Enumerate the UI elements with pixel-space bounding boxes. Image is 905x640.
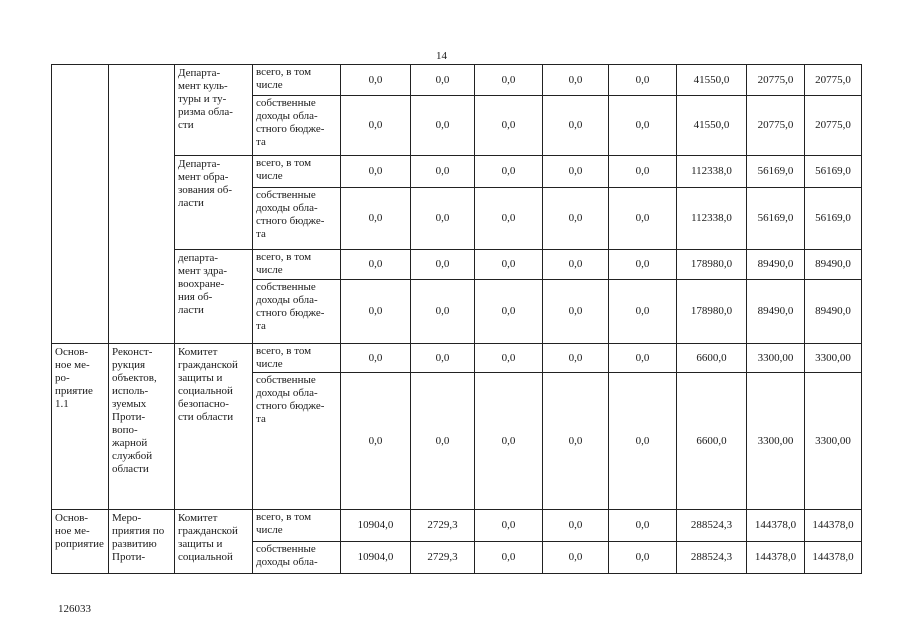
amount-cell: 0,0 (475, 280, 543, 344)
executor-cell: Департа- мент куль- туры и ту- ризма обла- сти (175, 65, 253, 156)
table-row (52, 65, 862, 96)
amount-cell: 0,0 (341, 344, 411, 373)
amount-cell: 0,0 (609, 156, 677, 188)
amount-cell: 144378,0 (805, 510, 862, 542)
table-row (52, 510, 862, 542)
funding-source-cell: собственные доходы обла- стного бюдже- та (253, 373, 341, 510)
amount-cell: 3300,00 (747, 344, 805, 373)
measure-name-cell: Меро- приятия по развитию Проти- (109, 510, 175, 574)
amount-cell: 0,0 (341, 188, 411, 250)
amount-cell: 0,0 (609, 250, 677, 280)
amount-cell: 56169,0 (805, 156, 862, 188)
document-code: 126033 (58, 603, 91, 615)
funding-source-cell: собственные доходы обла- стного бюдже- та (253, 188, 341, 250)
amount-cell: 0,0 (411, 188, 475, 250)
amount-cell: 10904,0 (341, 542, 411, 574)
executor-cell: Комитет гражданской защиты и социальной (175, 510, 253, 574)
amount-cell: 56169,0 (747, 156, 805, 188)
amount-cell: 0,0 (543, 96, 609, 156)
item-cell: Основ- ное ме- роприятие (52, 510, 109, 574)
amount-cell: 112338,0 (677, 156, 747, 188)
amount-cell: 0,0 (543, 542, 609, 574)
amount-cell: 144378,0 (747, 542, 805, 574)
amount-cell: 178980,0 (677, 280, 747, 344)
funding-source-cell: собственные доходы обла- стного бюдже- та (253, 280, 341, 344)
amount-cell: 0,0 (475, 156, 543, 188)
funding-source-cell: всего, в том числе (253, 156, 341, 188)
funding-source-cell: всего, в том числе (253, 250, 341, 280)
amount-cell: 0,0 (411, 280, 475, 344)
amount-cell: 0,0 (543, 65, 609, 96)
amount-cell: 0,0 (475, 510, 543, 542)
amount-cell: 20775,0 (747, 65, 805, 96)
amount-cell: 0,0 (411, 156, 475, 188)
amount-cell: 112338,0 (677, 188, 747, 250)
amount-cell: 0,0 (609, 373, 677, 510)
amount-cell: 0,0 (475, 65, 543, 96)
funding-source-cell: всего, в том числе (253, 344, 341, 373)
amount-cell: 0,0 (475, 96, 543, 156)
amount-cell: 0,0 (341, 250, 411, 280)
amount-cell: 0,0 (609, 510, 677, 542)
amount-cell: 41550,0 (677, 65, 747, 96)
amount-cell: 288524,3 (677, 542, 747, 574)
amount-cell: 20775,0 (747, 96, 805, 156)
amount-cell: 0,0 (609, 188, 677, 250)
amount-cell: 288524,3 (677, 510, 747, 542)
amount-cell: 56169,0 (805, 188, 862, 250)
amount-cell: 0,0 (475, 373, 543, 510)
amount-cell: 0,0 (609, 65, 677, 96)
amount-cell: 0,0 (411, 250, 475, 280)
amount-cell: 0,0 (543, 344, 609, 373)
executor-cell: Департа- мент обра- зования об- ласти (175, 156, 253, 250)
amount-cell: 6600,0 (677, 344, 747, 373)
amount-cell: 0,0 (475, 188, 543, 250)
amount-cell: 3300,00 (805, 344, 862, 373)
funding-source-cell: собственные доходы обла- (253, 542, 341, 574)
amount-cell: 0,0 (341, 156, 411, 188)
amount-cell: 56169,0 (747, 188, 805, 250)
funding-source-cell: собственные доходы обла- стного бюдже- та (253, 96, 341, 156)
amount-cell: 144378,0 (747, 510, 805, 542)
amount-cell: 0,0 (609, 542, 677, 574)
budget-table (51, 64, 862, 574)
amount-cell: 3300,00 (805, 373, 862, 510)
amount-cell: 0,0 (341, 65, 411, 96)
amount-cell: 144378,0 (805, 542, 862, 574)
amount-cell: 0,0 (411, 96, 475, 156)
amount-cell: 0,0 (475, 542, 543, 574)
measure-name-cell: Реконст- рукция объектов, исполь- зуемых Проти- вопо- жарной службой области (109, 344, 175, 510)
amount-cell: 0,0 (609, 280, 677, 344)
amount-cell: 178980,0 (677, 250, 747, 280)
table-row (52, 344, 862, 373)
amount-cell: 3300,00 (747, 373, 805, 510)
amount-cell: 0,0 (543, 510, 609, 542)
amount-cell: 0,0 (341, 280, 411, 344)
amount-cell: 0,0 (411, 65, 475, 96)
amount-cell: 10904,0 (341, 510, 411, 542)
amount-cell: 0,0 (543, 250, 609, 280)
amount-cell: 0,0 (609, 96, 677, 156)
funding-source-cell: всего, в том числе (253, 510, 341, 542)
amount-cell: 0,0 (543, 156, 609, 188)
amount-cell: 20775,0 (805, 96, 862, 156)
amount-cell: 0,0 (411, 373, 475, 510)
amount-cell: 89490,0 (747, 250, 805, 280)
amount-cell: 0,0 (341, 96, 411, 156)
amount-cell: 2729,3 (411, 542, 475, 574)
amount-cell: 0,0 (475, 250, 543, 280)
item-cell: Основ- ное ме- ро- приятие 1.1 (52, 344, 109, 510)
measure-name-cell (109, 65, 175, 344)
executor-cell: департа- мент здра- воохране- ния об- ласти (175, 250, 253, 344)
amount-cell: 0,0 (341, 373, 411, 510)
amount-cell: 0,0 (475, 344, 543, 373)
amount-cell: 2729,3 (411, 510, 475, 542)
amount-cell: 41550,0 (677, 96, 747, 156)
item-cell (52, 65, 109, 344)
amount-cell: 89490,0 (805, 250, 862, 280)
executor-cell: Комитет гражданской защиты и социальной безопасно- сти области (175, 344, 253, 510)
amount-cell: 89490,0 (805, 280, 862, 344)
amount-cell: 6600,0 (677, 373, 747, 510)
amount-cell: 0,0 (543, 373, 609, 510)
amount-cell: 20775,0 (805, 65, 862, 96)
amount-cell: 0,0 (411, 344, 475, 373)
amount-cell: 0,0 (543, 188, 609, 250)
funding-source-cell: всего, в том числе (253, 65, 341, 96)
page-number: 14 (436, 50, 447, 62)
amount-cell: 0,0 (543, 280, 609, 344)
amount-cell: 89490,0 (747, 280, 805, 344)
amount-cell: 0,0 (609, 344, 677, 373)
